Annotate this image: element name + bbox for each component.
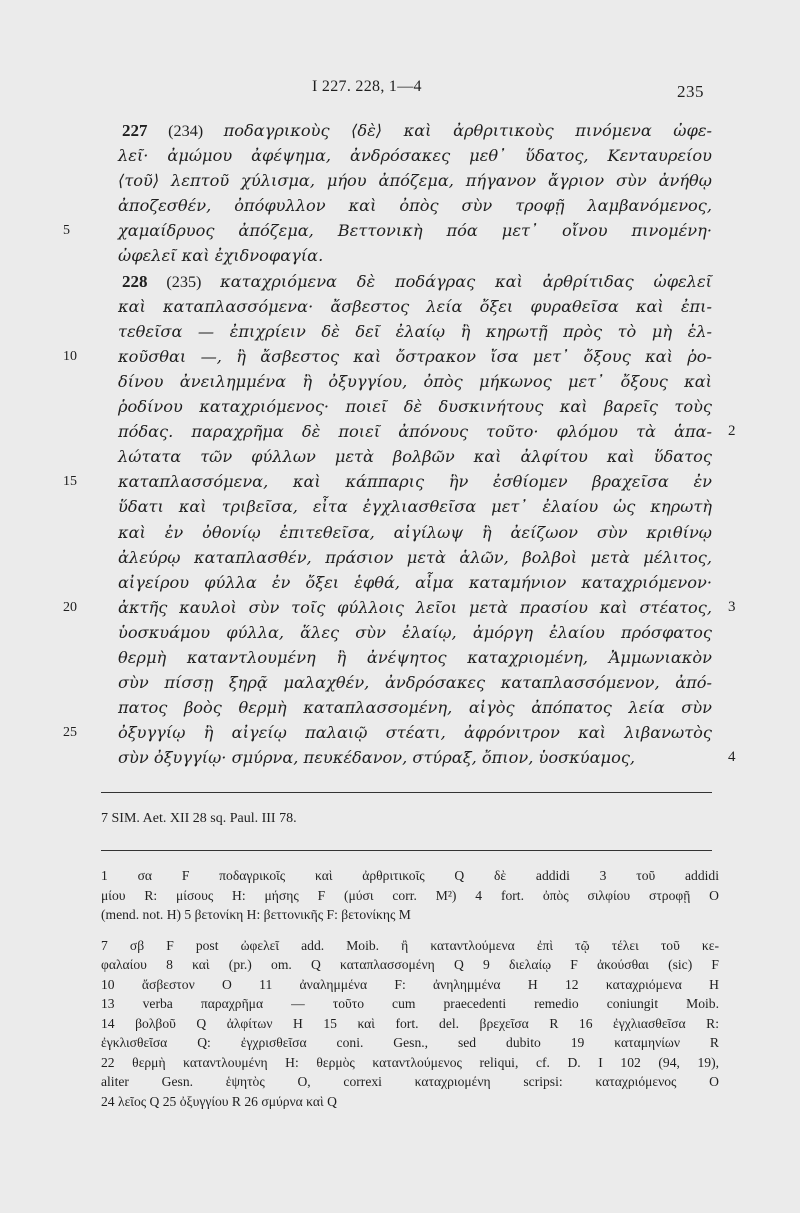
apparatus-text: (mend. not. H) 5 βετονίκη H: βεττονικῆς F: βετονίκης M bbox=[101, 907, 411, 922]
section-number: 228 bbox=[122, 271, 167, 291]
line-text: 228 (235) καταχριόμενα δὲ ποδάγρας καὶ ἀρθρίτιδας ὠφελεῖ bbox=[122, 271, 713, 291]
line-text: ἀκτῆς καυλοὶ σὺν τοῖς φύλλοις λεῖοι μετὰ πρασίου καὶ στέατος, bbox=[118, 597, 712, 617]
apparatus-text: ἐγκλισθεῖσα Q: ἐγχρισθεῖσα coni. Gesn., sed dubito 19 καταμηνίων R bbox=[101, 1035, 719, 1050]
text-line bbox=[0, 645, 800, 670]
line-text: κοῦσθαι —, ἢ ἄσβεστος καὶ ὄστρακον ἴσα μετ᾽ ὄξους καὶ ῥο- bbox=[118, 346, 712, 366]
line-text: λεῖ· ἀμώμου ἀφέψημα, ἀνδρόσακες μεθ᾽ ὕδατος, Κενταυρείου bbox=[118, 146, 712, 166]
apparatus-line bbox=[101, 936, 721, 956]
line-text: ⟨τοῦ⟩ λεπτοῦ χύλισμα, μήου ἀπόζεμα, πήγανον ἄγριον σὺν ἀνήθῳ bbox=[118, 171, 712, 191]
apparatus-text: 22 θερμὴ καταντλουμένη H: θερμὸς καταντλούμενος reliqui, cf. D. I 102 (94, 19), bbox=[101, 1054, 719, 1070]
page-number: 235 bbox=[677, 82, 704, 101]
line-text: πόδας. παραχρῆμα δὲ ποιεῖ ἀπόνους τοῦτο· φλόμου τὰ ἁπα- bbox=[118, 422, 712, 442]
line-text: ὠφελεῖ καὶ ἐχιδνοφαγία. bbox=[118, 246, 324, 266]
apparatus-line bbox=[101, 866, 721, 886]
section-number: 227 bbox=[122, 121, 169, 140]
text-line bbox=[0, 168, 800, 193]
apparatus-text: 14 βολβοῦ Q ἀλφίτων H 15 καὶ fort. del. βρεχεῖσα R 16 ἐγχλιασθεῖσα R: bbox=[101, 1015, 719, 1031]
line-text: πατος βοὸς θερμὴ καταπλασσομένη, αἰγὸς ἀπόπατος λεία σὺν bbox=[118, 698, 712, 718]
apparatus-line bbox=[101, 1072, 721, 1092]
margin-number: 2 bbox=[728, 423, 736, 440]
line-text: ὀξυγγίῳ ἢ αἰγείῳ παλαιῷ στέατι, ἀφρόνιτρον καὶ λιβανωτὸς bbox=[118, 723, 712, 743]
apparatus-text: 24 λεῖος Q 25 ὀξυγγίου R 26 σμύρνα καὶ Q bbox=[101, 1093, 337, 1109]
apparatus-text: 13 verba παραχρῆμα — τοῦτο cum praecedenti remedio coniungit Moib. bbox=[101, 996, 719, 1011]
text-line bbox=[0, 520, 800, 545]
line-text: τεθεῖσα — ἐπιχρίειν δὲ δεῖ ἐλαίῳ ἢ κηρωτῇ πρὸς τὸ μὴ ἑλ- bbox=[118, 321, 712, 341]
text-line bbox=[0, 595, 800, 620]
apparatus-line bbox=[101, 1033, 721, 1053]
text-line bbox=[0, 269, 800, 294]
running-head bbox=[0, 78, 800, 102]
testimonia-note: 7 SIM. Aet. XII 28 sq. Paul. III 78. bbox=[101, 811, 297, 826]
apparatus-text: 7 σβ F post ὠφελεῖ add. Moib. ἢ καταντλούμενα ἐπὶ τῷ τέλει τοῦ κε- bbox=[101, 937, 719, 953]
line-text: ὕδατι καὶ τριβεῖσα, εἶτα ἐγχλιασθεῖσα μετ᾽ ἐλαίου ὡς κηρωτὴ bbox=[118, 497, 712, 517]
line-number: 20 bbox=[63, 599, 77, 615]
line-text: σὺν ὀξυγγίῳ· σμύρνα, πευκέδανον, στύραξ, ὄπιον, ὑοσκύαμος, bbox=[118, 748, 636, 768]
apparatus-text: 10 ἄσβεστον O 11 ἀναλημμένα F: ἀνηλημμένα H 12 καταχριόμενα H bbox=[101, 976, 719, 992]
line-text: ῥοδίνου καταχριόμενος· ποιεῖ δὲ δυσκινήτους καὶ βαρεῖς τοὺς bbox=[118, 397, 712, 417]
apparatus-gap bbox=[101, 925, 721, 936]
main-text bbox=[0, 118, 800, 770]
text-line bbox=[0, 369, 800, 394]
text-line bbox=[0, 394, 800, 419]
apparatus-line bbox=[101, 994, 721, 1014]
text-line bbox=[0, 720, 800, 745]
apparatus-line bbox=[101, 886, 721, 906]
apparatus-line bbox=[101, 1092, 721, 1112]
text-line bbox=[0, 243, 800, 268]
line-text: δίνου ἀνειλημμένα ἢ ὀξυγγίου, ὀπὸς μήκωνος μετ᾽ ὄξους καὶ bbox=[118, 371, 712, 391]
line-text: ὑοσκυάμου φύλλα, ἅλες σὺν ἐλαίῳ, ἀμόργη ἐλαίου πρόσφατος bbox=[118, 622, 712, 642]
margin-number: 3 bbox=[728, 598, 736, 615]
text-line bbox=[0, 695, 800, 720]
apparatus-line bbox=[101, 1053, 721, 1073]
line-number: 25 bbox=[63, 725, 77, 741]
text-line bbox=[0, 218, 800, 243]
line-text: καὶ ἐν ὀθονίῳ ἐπιτεθεῖσα, αἰγίλωψ ἢ ἀείζωον σὺν κριθίνῳ bbox=[118, 522, 712, 542]
text-line bbox=[0, 193, 800, 218]
apparatus-line bbox=[101, 905, 721, 925]
line-number: 15 bbox=[63, 474, 77, 490]
line-text: καὶ καταπλασσόμενα· ἄσβεστος λεία ὄξει φυραθεῖσα καὶ ἐπι- bbox=[118, 296, 712, 316]
text-line bbox=[0, 620, 800, 645]
text-line bbox=[0, 344, 800, 369]
apparatus-line bbox=[101, 955, 721, 975]
line-number: 5 bbox=[63, 223, 70, 239]
line-text: καταπλασσόμενα, καὶ κάππαρις ἣν ἐσθίομεν βραχεῖσα ἐν bbox=[118, 472, 712, 492]
line-text: ἀλεύρῳ καταπλασθέν, πράσιον μετὰ ἁλῶν, βολβοὶ μετὰ μέλιτος, bbox=[118, 547, 712, 567]
apparatus-text: 1 σα F ποδαγρικοῖς καὶ ἀρθριτικοῖς Q δὲ addidi 3 τοῦ addidi bbox=[101, 868, 719, 883]
line-number: 10 bbox=[63, 348, 77, 364]
critical-apparatus bbox=[101, 866, 721, 1111]
text-line bbox=[0, 545, 800, 570]
line-text: λώτατα τῶν φύλλων μετὰ βολβῶν καὶ ἀλφίτου καὶ ὕδατος bbox=[118, 447, 712, 467]
apparatus-text: φαλαίου 8 καὶ (pr.) om. Q καταπλασσομένη Q 9 διελαίῳ F ἀκούσθαι (sic) F bbox=[101, 957, 719, 972]
apparatus-text: μίου R: μίσους H: μήσης F (μύσι corr. M²) 4 fort. ὀπὸς σιλφίου στροφῇ O bbox=[101, 887, 719, 903]
section-reference: I 227. 228, 1—4 bbox=[312, 78, 422, 95]
text-line bbox=[0, 143, 800, 168]
divider-rule bbox=[101, 850, 712, 851]
text-line bbox=[0, 570, 800, 595]
divider-rule bbox=[101, 792, 712, 793]
line-text: θερμὴ καταντλουμένη ἢ ἀνέψητος καταχριομένη, Ἀμμωνιακὸν bbox=[118, 647, 712, 667]
margin-number: 4 bbox=[728, 749, 736, 766]
line-text: ἀποζεσθέν, ὀπόφυλλον καὶ ὀπὸς σὺν τροφῇ λαμβανόμενος, bbox=[118, 196, 712, 216]
text-line bbox=[0, 745, 800, 770]
text-line bbox=[0, 444, 800, 469]
text-line bbox=[0, 294, 800, 319]
alt-section-number: (234) bbox=[168, 122, 224, 140]
alt-section-number: (235) bbox=[166, 272, 221, 291]
apparatus-line bbox=[101, 1014, 721, 1034]
line-text: χαμαίδρυος ἀπόζεμα, Βεττονικὴ πόα μετ᾽ οἴνου πινομένη· bbox=[118, 221, 712, 241]
apparatus-text: aliter Gesn. ἑψητὸς O, correxi καταχριομένη scripsi: καταχριόμενος O bbox=[101, 1074, 719, 1089]
line-text: σὺν πίσσῃ ξηρᾷ μαλαχθέν, ἀνδρόσακες καταπλασσόμενον, ἀπό- bbox=[118, 673, 712, 693]
line-text: αἰγείρου φύλλα ἐν ὄξει ἑφθά, αἷμα καταμήνιον καταχριόμενον· bbox=[118, 572, 712, 592]
line-text: 227 (234) ποδαγρικοὺς ⟨δὲ⟩ καὶ ἀρθριτικοὺς πινόμενα ὠφε- bbox=[122, 121, 713, 140]
text-line bbox=[0, 419, 800, 444]
text-line bbox=[0, 670, 800, 695]
text-line bbox=[0, 118, 800, 143]
text-line bbox=[0, 494, 800, 519]
text-line bbox=[0, 319, 800, 344]
text-line bbox=[0, 469, 800, 494]
apparatus-line bbox=[101, 975, 721, 995]
